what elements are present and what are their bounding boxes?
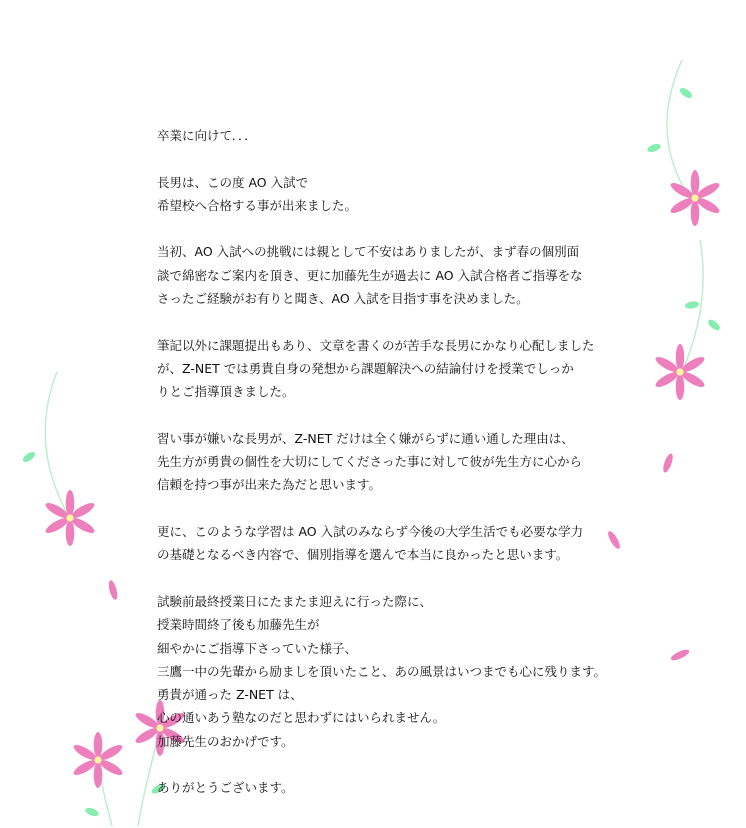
closing-line: ありがとうございます。 <box>157 780 294 796</box>
paragraph-line: 加藤先生のおかげです。 <box>157 733 294 749</box>
blank-line <box>157 310 617 333</box>
paragraph-line: 細やかにご指導下さっていた様子、 <box>157 640 358 656</box>
paragraph-line: 当初、AO 入試への挑戦には親として不安はありましたが、まず春の個別面 <box>157 244 580 260</box>
paragraph-line: が、Z-NET では勇貴自身の発想から課題解決への結論付けを授業でしっか <box>157 360 574 376</box>
paragraph-line: 信頼を持つ事が出来た為だと思います。 <box>157 477 382 493</box>
paragraph-line: 心の通いあう塾なのだと思わずにはいられません。 <box>157 710 446 726</box>
blank-line <box>157 217 617 240</box>
paragraph-line: の基礎となるべき内容で、個別指導を選んで本当に良かったと思います。 <box>157 547 569 563</box>
blank-line <box>157 404 617 427</box>
paragraph-line: 更に、このような学習は AO 入試のみならず今後の大学生活でも必要な学力 <box>157 524 584 540</box>
letter-body <box>157 124 617 800</box>
paragraph-line: りとご指導頂きました。 <box>157 384 295 400</box>
leaf-icon <box>21 450 36 464</box>
petal-icon <box>107 579 119 600</box>
paragraph-line: 長男は、この度 AO 入試で <box>157 174 309 190</box>
paragraph-line: さったご経験がお有りと聞き、AO 入試を目指す事を決めました。 <box>157 291 529 307</box>
letter-heading: 卒業に向けて．．． <box>157 128 257 143</box>
paragraph-line: 習い事が嫌いな長男が、Z-NET だけは全く嫌がらずに通い通した理由は、 <box>157 430 574 446</box>
leaf-icon <box>84 806 100 817</box>
paragraph-line: 三鷹一中の先輩から励ましを頂いたこと、あの風景はいつまでも心に残ります。 <box>157 663 607 679</box>
paragraph-line: 希望校へ合格する事が出来ました。 <box>157 197 358 213</box>
petal-icon <box>661 452 674 473</box>
blank-line <box>157 567 617 590</box>
paragraph-line: 授業時間終了後も加藤先生が <box>157 617 320 633</box>
leaf-icon <box>678 86 693 100</box>
leaf-icon <box>706 318 721 332</box>
paragraph-line: 筆記以外に課題提出もあり、文章を書くのが苦手な長男にかなり心配しました <box>157 337 595 353</box>
blank-line <box>157 753 617 776</box>
blank-line <box>157 147 617 170</box>
leaf-icon <box>646 142 662 153</box>
petal-icon <box>669 648 690 663</box>
paragraph-line: 勇貴が通った Z-NET は、 <box>157 687 303 703</box>
paragraph-line: 先生方が勇貴の個性を大切にしてくださった事に対して彼が先生方に心から <box>157 454 583 470</box>
paragraph-line: 談で綿密なご案内を頂き、更に加藤先生が過去に AO 入試合格者ご指導をな <box>157 267 583 283</box>
paragraph-line: 試験前最終授業日にたまたま迎えに行った際に、 <box>157 593 433 609</box>
leaf-icon <box>684 300 699 309</box>
blank-line <box>157 497 617 520</box>
